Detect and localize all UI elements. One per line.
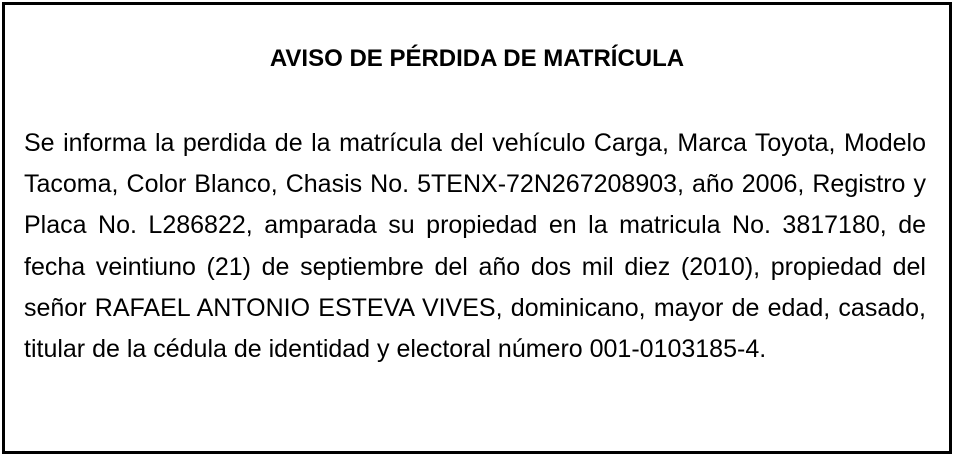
notice-title: AVISO DE PÉRDIDA DE MATRÍCULA [269, 45, 685, 72]
notice-box [2, 2, 952, 454]
notice-body: Se informa la perdida de la matrícula del vehículo Carga, Marca Toyota, Modelo Tacoma, Color Blanco, Chasis No. 5TENX-72N267208903, año 2006, Registro y Placa No. L286822, amparada su propiedad en la matricula No. 3817180, de fecha veintiuno (21) de septiembre del año dos mil diez (2010), propiedad del señor RAFAEL ANTONIO ESTEVA VIVES, dominicano, mayor de edad, casado, titular de la cédula de identidad y electoral número 001-0103185-4. [24, 129, 926, 364]
